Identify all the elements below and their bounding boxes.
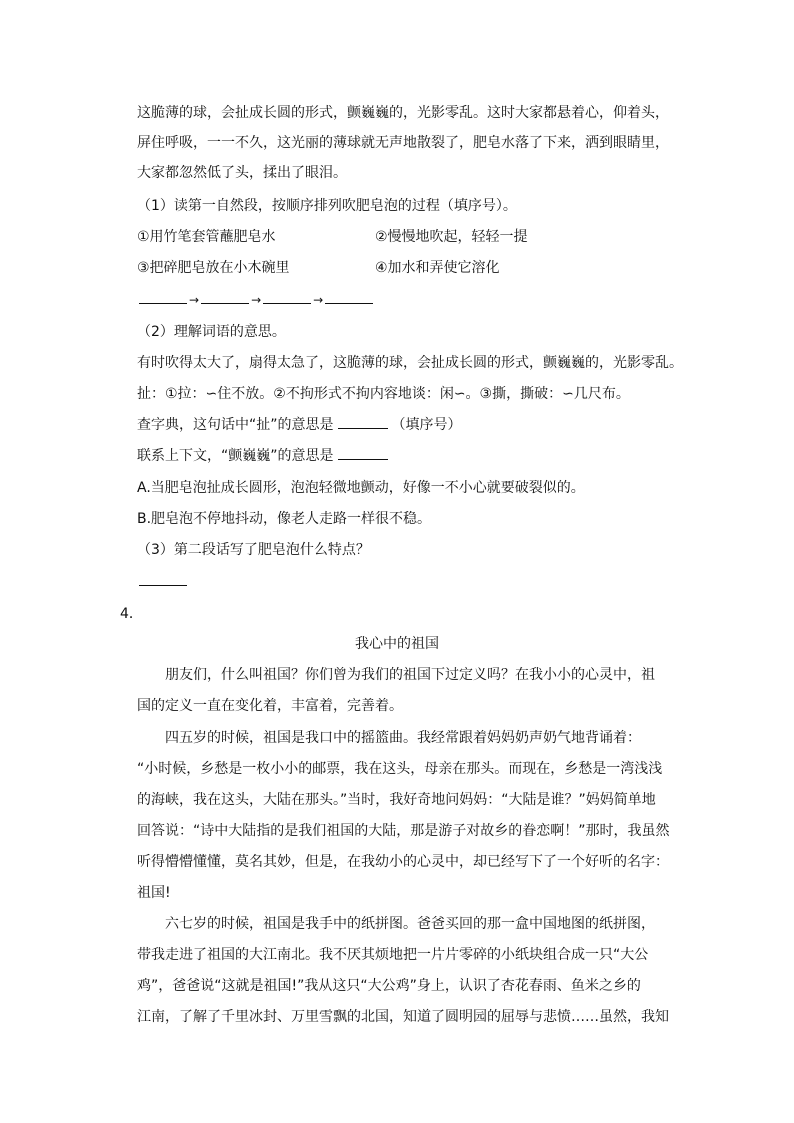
arrow-icon: → (189, 293, 200, 307)
passage-line: 鸡”，爸爸说“这就是祖国!”我从这只“大公鸡”身上，认识了杏花春雨、鱼米之乡的 (137, 978, 641, 994)
passage-line: 祖国! (137, 885, 171, 901)
arrow-icon: → (313, 293, 324, 307)
choice-a: A.当肥皂泡扯成长圆形，泡泡轻微地颤动，好像一不小心就要破裂似的。 (137, 480, 585, 496)
question-3-prompt: （3）第二段话写了肥皂泡什么特点？ (137, 542, 370, 558)
option-1: ①用竹笔套管蘸肥皂水 (137, 229, 276, 245)
passage-line: 屏住呼吸，一一不久，这光丽的薄球就无声地散裂了，肥皂水落了下来，洒到眼睛里， (137, 135, 669, 151)
answer-blank[interactable] (338, 418, 388, 429)
passage-line: 这脆薄的球，会扯成长圆的形式，颤巍巍的，光影零乱。这时大家都悬着心，仰着头， (137, 105, 669, 121)
passage-line: 大家都忽然低了头，揉出了眼泪。 (137, 165, 347, 181)
question-2-sentence: 有时吹得太大了，扇得太急了，这脆薄的球，会扯成长圆的形式，颤巍巍的，光影零乱。 (137, 355, 683, 371)
passage-line: 的海峡，我在这头，大陆在那头。”当时，我好奇地问妈妈：“大陆是谁？”妈妈简单地 (137, 792, 656, 808)
context-question-text: 联系上下文，“颤巍巍”的意思是 (137, 448, 334, 464)
answer-blank[interactable] (325, 293, 373, 304)
question-number: 4． (120, 606, 143, 622)
answer-blank[interactable] (201, 293, 249, 304)
option-2: ②慢慢地吹起，轻轻一提 (375, 229, 528, 245)
sequence-answer-row (137, 290, 375, 310)
option-3: ③把碎肥皂放在小木碗里 (137, 260, 290, 276)
passage-line: 江南，了解了千里冰封、万里雪飘的北国，知道了圆明园的屈辱与悲愤……虽然，我知 (137, 1009, 669, 1025)
dictionary-question (137, 415, 677, 435)
choice-b: B.肥皂泡不停地抖动，像老人走路一样很不稳。 (137, 511, 432, 527)
question-2-prompt: （2）理解词语的意思。 (137, 324, 286, 340)
dictionary-question-text: 查字典，这句话中“扯”的意思是 (137, 417, 334, 433)
passage-title: 我心中的祖国 (355, 636, 439, 652)
answer-blank[interactable] (263, 293, 311, 304)
passage-line: 六七岁的时候，祖国是我手中的纸拼图。爸爸买回的那一盒中国地图的纸拼图， (165, 916, 655, 932)
passage-line: 带我走进了祖国的大江南北。我不厌其烦地把一片片零碎的小纸块组合成一只“大公 (137, 947, 649, 963)
question-3-answer-row (137, 572, 189, 592)
passage-line: 回答说：“诗中大陆指的是我们祖国的大陆，那是游子对故乡的眷恋啊！”那时，我虽然 (137, 823, 670, 839)
passage-line: 朋友们，什么叫祖国？你们曾为我们的祖国下过定义吗？在我小小的心灵中，祖 (165, 667, 655, 683)
passage-line: 听得懵懵懂懂，莫名其妙，但是，在我幼小的心灵中，却已经写下了一个好听的名字： (137, 854, 669, 870)
answer-blank[interactable] (139, 575, 187, 586)
context-question (137, 446, 677, 466)
dictionary-definition: 扯：①拉：∽住不放。②不拘形式不拘内容地谈：闲∽。③撕，撕破：∽几尺布。 (137, 386, 630, 402)
passage-line: 四五岁的时候，祖国是我口中的摇篮曲。我经常跟着妈妈奶声奶气地背诵着： (165, 730, 641, 746)
answer-blank[interactable] (338, 449, 388, 460)
question-1-prompt: （1）读第一自然段，按顺序排列吹肥皂泡的过程（填序号）。 (137, 198, 517, 214)
dictionary-question-suffix: （填序号） (391, 417, 462, 433)
passage-line: 国的定义一直在变化着，丰富着，完善着。 (137, 698, 403, 714)
passage-line: “小时候，乡愁是一枚小小的邮票，我在这头，母亲在那头。而现在，乡愁是一湾浅浅 (137, 761, 663, 777)
arrow-icon: → (251, 293, 262, 307)
answer-blank[interactable] (139, 293, 187, 304)
option-4: ④加水和弄使它溶化 (375, 260, 500, 276)
